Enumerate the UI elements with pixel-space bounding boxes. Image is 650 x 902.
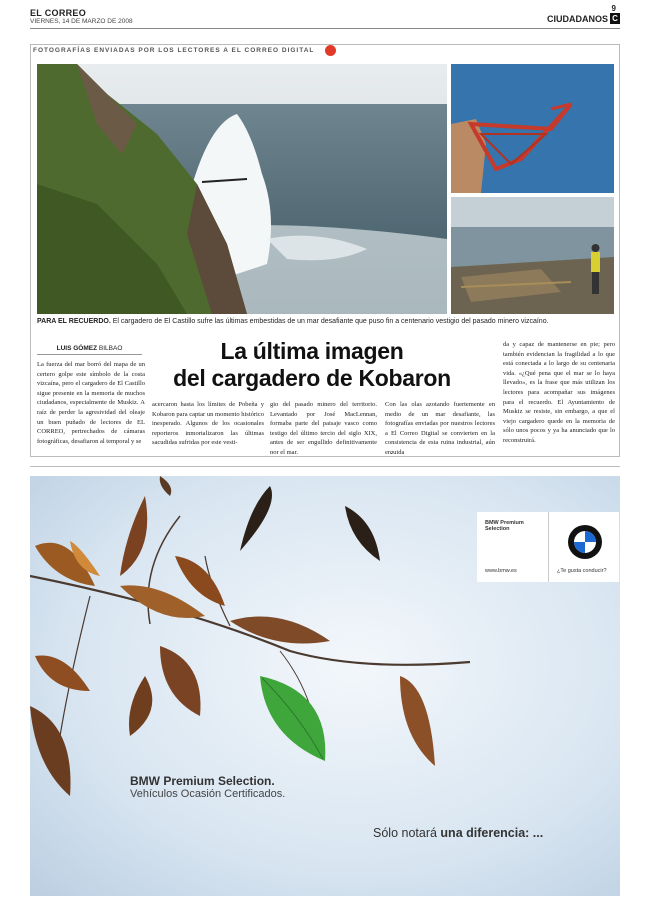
bmw-box-title: BMW Premium Selection bbox=[485, 520, 524, 532]
masthead-rule bbox=[30, 28, 620, 29]
ruins-photo bbox=[451, 197, 614, 314]
photo-caption bbox=[37, 318, 615, 325]
main-photo bbox=[37, 64, 447, 314]
newspaper-brand: EL CORREO bbox=[30, 8, 87, 18]
ad-tagline bbox=[373, 826, 543, 840]
article-column-1: La fuerza del mar borró del mapa de un certero golpe este símbolo de la costa vizcaína, pero el cargadero de El Castillo sigue presente en la memoria de muchos ciudadanos, especialmente de Muskiz. A raíz de perder la agresividad del oleaje un buen puñado de lectores de EL CORREO, pertrechados de cámaras fotográficas, desafiaron al temporal y se bbox=[37, 361, 145, 445]
ad-headline: BMW Premium Selection. bbox=[130, 774, 275, 788]
page-number: 9 bbox=[611, 4, 616, 13]
headline-line-1: La última imagen bbox=[220, 338, 404, 364]
byline bbox=[37, 345, 142, 355]
headline-line-2: del cargadero de Kobaron bbox=[173, 365, 451, 391]
el-correo-digital-logo-icon bbox=[325, 45, 336, 56]
ad-tagline-bold: una diferencia: ... bbox=[440, 826, 544, 840]
section-badge: C bbox=[610, 13, 620, 24]
bmw-box-url: www.bmw.es bbox=[485, 568, 517, 574]
bmw-box-slogan: ¿Te gusta conducir? bbox=[557, 568, 607, 574]
issue-date: VIERNES, 14 DE MARZO DE 2008 bbox=[30, 18, 133, 25]
article-column-2: acercaron hasta los límites de Pobeña y Kobaron para captar un momento histórico inesperado. Algunos de los ocasionales reporteros inmortalizaron las últimas sacudidas sufridas por este vesti- bbox=[152, 401, 264, 447]
article-column-3: gio del pasado minero del territorio. Levantado por José MacLennan, formaba parte del paisaje vasco como testigo del último tercio del siglo XIX, antes de ser engullido definitivamente por el mar. bbox=[270, 401, 377, 454]
byline-place: BILBAO bbox=[98, 345, 123, 352]
bmw-box-divider bbox=[548, 512, 549, 582]
caption-text: El cargadero de El Castillo sufre las últimas embestidas de un mar desafiante que puso fin a centenario vestigio del pasado minero vizcaíno. bbox=[112, 318, 549, 325]
bmw-roundel-icon bbox=[567, 524, 603, 560]
article-column-5: da y capaz de mantenerse en pie; pero también evidencian la fragilidad a lo que está conectada a lo largo de su centenaria vida. «¿Qué pena que el mar se lo haya llevado», es la frase que más utilizan los lectores para acompañar sus imágenes para el recuerdo. El Ayuntamiento de Muskiz se resiste, sin embargo, a que el viejo cargadero quede en la memoria de sólo unos pocos y ya ha anunciado que lo reconstruirá. bbox=[503, 341, 615, 444]
kicker: FOTOGRAFÍAS ENVIADAS POR LOS LECTORES A EL CORREO DIGITAL bbox=[33, 47, 315, 54]
article-column-4: Con las olas azotando fuertemente en medio de un mar desafiante, las fotografías enviadas por nuestros lectores a El Correo Digital se convierten en la consistencia de esta ruina industrial, aún erguida bbox=[385, 401, 495, 454]
page-divider bbox=[30, 466, 620, 467]
bmw-logo-box bbox=[477, 512, 619, 582]
byline-author: LUIS GÓMEZ bbox=[56, 345, 98, 352]
caption-lead: PARA EL RECUERDO. bbox=[37, 318, 111, 325]
headline bbox=[152, 338, 472, 392]
section-name: CIUDADANOS bbox=[546, 14, 608, 24]
ad-tagline-regular: Sólo notará bbox=[373, 826, 441, 840]
crane-photo bbox=[451, 64, 614, 193]
ad-subheadline: Vehículos Ocasión Certificados. bbox=[130, 788, 286, 800]
